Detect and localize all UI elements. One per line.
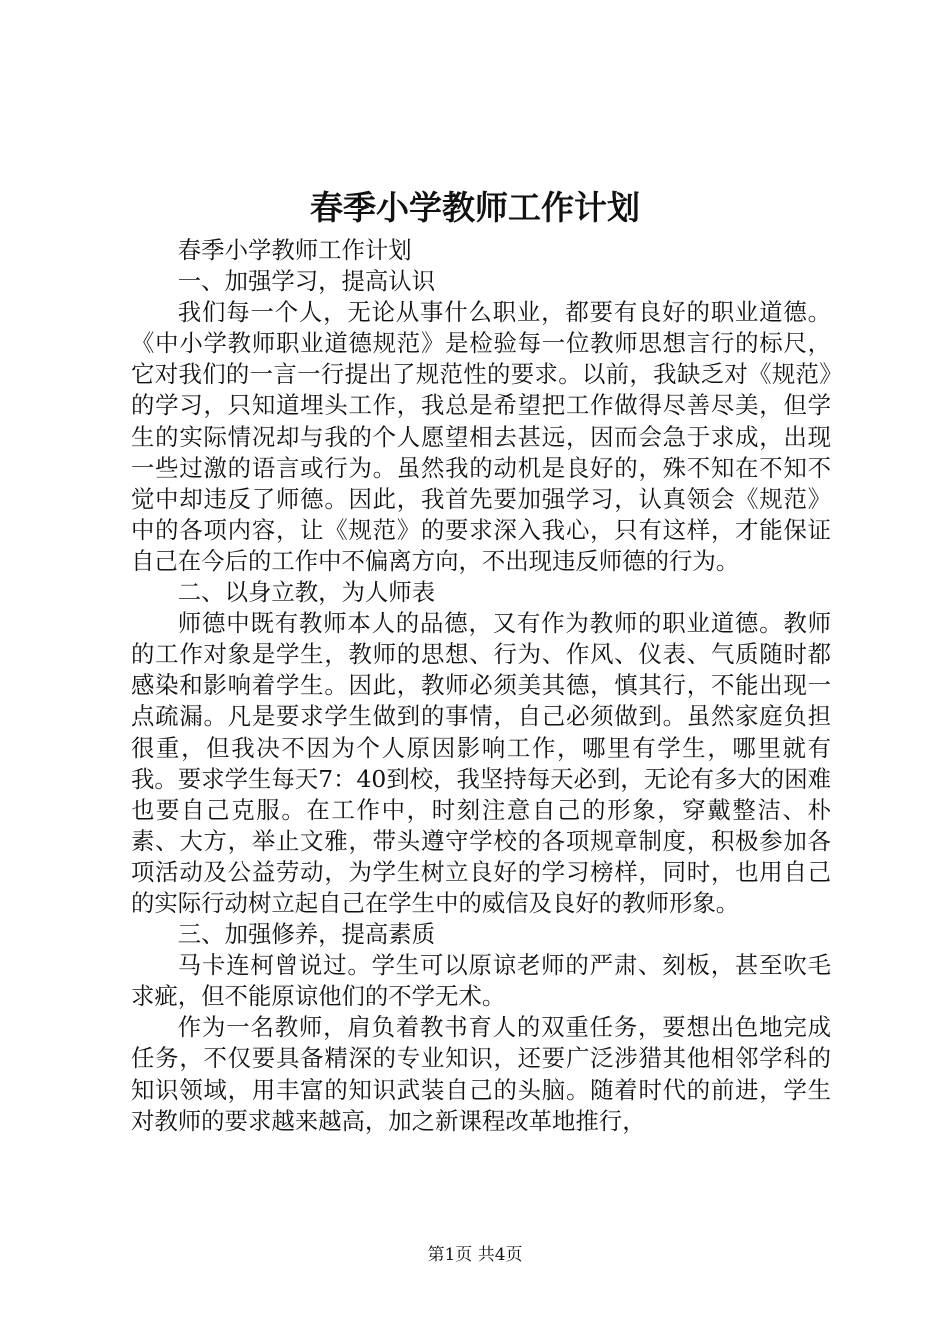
page-number-footer: 第1页 共4页 [427, 1245, 523, 1265]
document-title: 春季小学教师工作计划 [310, 188, 640, 227]
paragraph: 我们每一个人，无论从事什么职业，都要有良好的职业道德。《中小学教师职业道德规范》是检验每一位教师思想言行的标尺，它对我们的一言一行提出了规范性的要求。以前，我缺乏对《规范》的学习，只知道埋头工作，我总是希望把工作做得尽善尽美，但学生的实际情况却与我的个人愿望相去甚远，因而会急于求成，出现一些过激的语言或行为。虽然我的动机是良好的，殊不知在不知不觉中却违反了师德。因此，我首先要加强学习，认真领会《规范》中的各项内容，让《规范》的要求深入我心，只有这样，才能保证自己在今后的工作中不偏离方向，不出现违反师德的行为。 [131, 298, 831, 575]
paragraph-subtitle: 春季小学教师工作计划 [177, 236, 412, 264]
section-heading-2: 二、以身立教，为人师表 [177, 578, 436, 607]
section-heading-1: 一、加强学习，提高认识 [177, 267, 436, 296]
paragraph: 作为一名教师，肩负着教书育人的双重任务，要想出色地完成任务，不仅要具备精深的专业知识，还要广泛涉猎其他相邻学科的知识领域，用丰富的知识武装自己的头脑。随着时代的前进，学生对教师的要求越来越高，加之新课程改革地推行， [131, 1013, 831, 1135]
paragraph: 师德中既有教师本人的品德，又有作为教师的职业道德。教师的工作对象是学生，教师的思想、行为、作风、仪表、气质随时都感染和影响着学生。因此，教师必须美其德，慎其行，不能出现一点疏漏。凡是要求学生做到的事情，自己必须做到。虽然家庭负担很重，但我决不因为个人原因影响工作，哪里有学生，哪里就有我。要求学生每天7：40到校，我坚持每天必到，无论有多大的困难也要自己克服。在工作中，时刻注意自己的形象，穿戴整洁、朴素、大方，举止文雅，带头遵守学校的各项规章制度，积极参加各项活动及公益劳动，为学生树立良好的学习榜样，同时，也用自己的实际行动树立起自己在学生中的威信及良好的教师形象。 [131, 609, 831, 917]
paragraph: 马卡连柯曾说过。学生可以原谅老师的严肃、刻板，甚至吹毛求疵，但不能原谅他们的不学无术。 [131, 951, 831, 1011]
section-heading-3: 三、加强修养，提高素质 [177, 920, 436, 949]
document-body [131, 235, 831, 1137]
